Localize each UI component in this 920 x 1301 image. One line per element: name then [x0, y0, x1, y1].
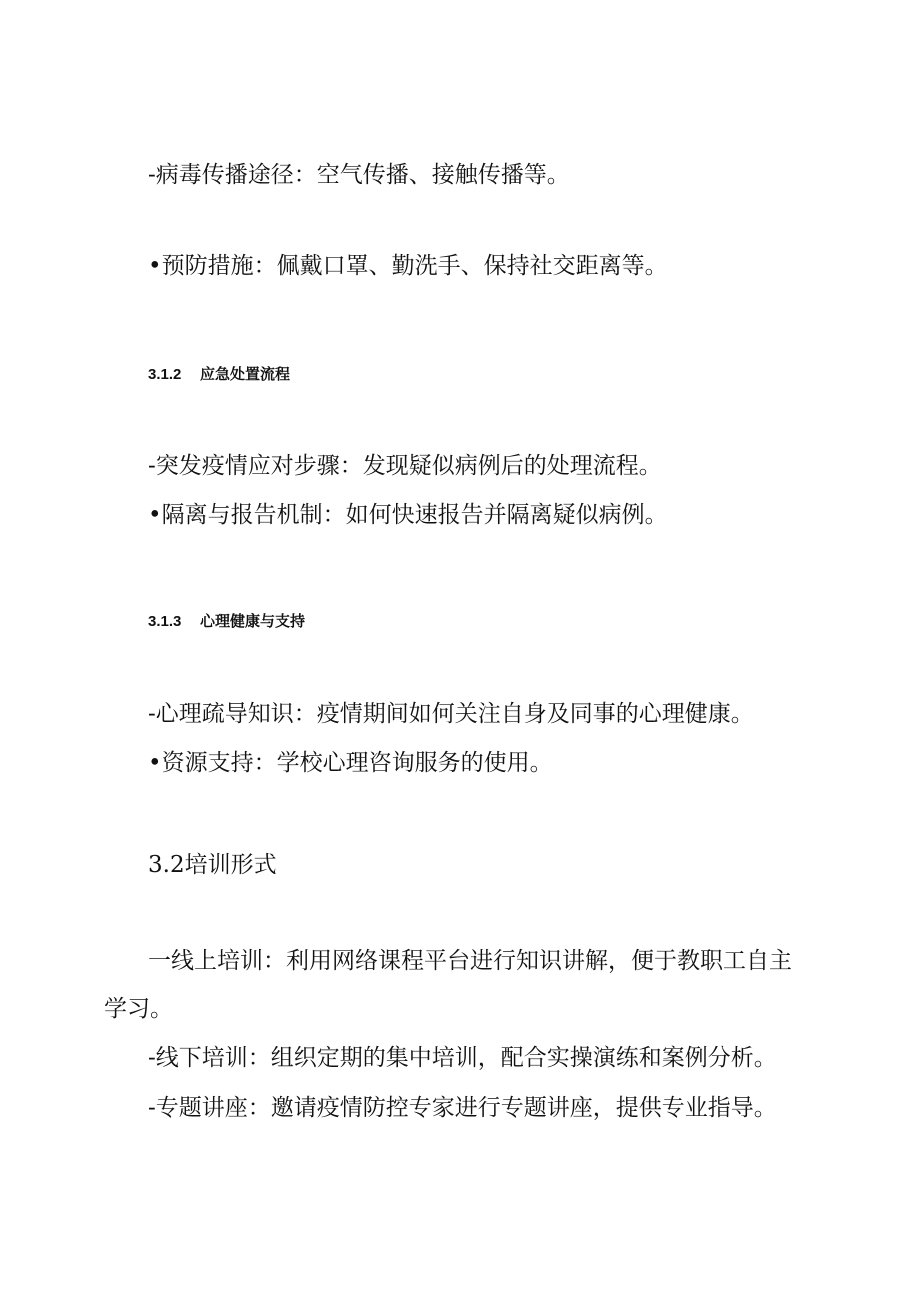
list-item-offline-training: -线下培训：组织定期的集中培训，配合实操演练和案例分析。: [148, 1045, 777, 1071]
list-item-prevention: •预防措施：佩戴口罩、勤洗手、保持社交距离等。: [148, 253, 668, 279]
list-item-lecture: -专题讲座：邀请疫情防控专家进行专题讲座，提供专业指导。: [148, 1095, 777, 1121]
subsection-heading-3-1-3: [148, 612, 305, 632]
subsection-number: 3.1.2: [148, 366, 182, 383]
list-item-counseling: -心理疏导知识：疫情期间如何关注自身及同事的心理健康。: [148, 701, 754, 727]
subsection-number: 3.1.3: [148, 613, 182, 630]
list-item-isolation-report: •隔离与报告机制：如何快速报告并隔离疑似病例。: [148, 502, 668, 528]
list-item-online-training-cont: 学习。: [104, 996, 173, 1022]
list-item-transmission: -病毒传播途径：空气传播、接触传播等。: [148, 162, 570, 188]
list-item-resource-support: •资源支持：学校心理咨询服务的使用。: [148, 750, 553, 776]
subsection-title: 心理健康与支持: [200, 613, 306, 630]
list-item-response-steps: -突发疫情应对步骤：发现疑似病例后的处理流程。: [148, 453, 662, 479]
list-item-online-training: 一线上培训：利用网络课程平台进行知识讲解，便于教职工自主: [148, 948, 792, 974]
subsection-title: 应急处置流程: [200, 366, 291, 383]
subsection-heading-3-1-2: [148, 365, 290, 385]
section-heading-3-2: 3.2培训形式: [148, 852, 277, 878]
